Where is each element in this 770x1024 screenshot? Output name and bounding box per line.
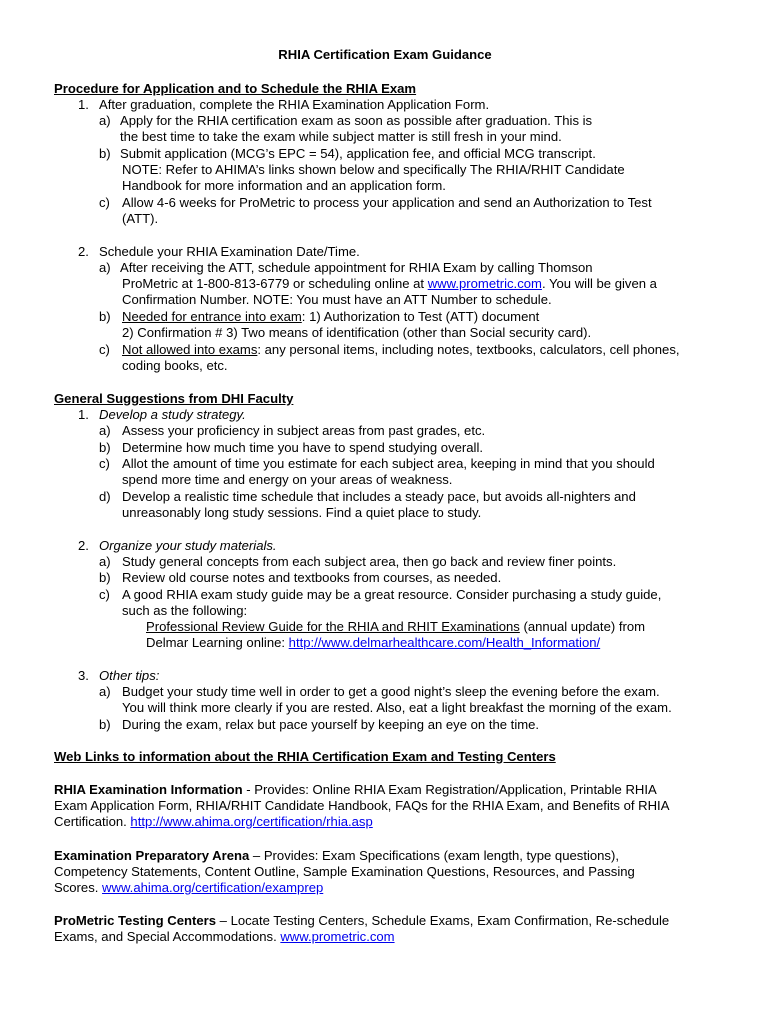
- list-number: 2.: [78, 244, 89, 259]
- text-run: Scores.: [54, 880, 103, 895]
- list-number: 1.: [78, 407, 89, 422]
- study-guide-title: Professional Review Guide for the RHIA and RHIT Examinations: [146, 619, 520, 634]
- list-item-text: Organize your study materials.: [99, 538, 277, 553]
- list-item-text: [122, 276, 657, 292]
- list-item-text: Budget your study time well in order to get a good night’s sleep the evening before the exam.: [122, 684, 660, 699]
- list-item-text: Schedule your RHIA Examination Date/Time.: [99, 244, 360, 259]
- paragraph-line: [54, 848, 619, 864]
- list-item-text: Determine how much time you have to spend studying overall.: [122, 440, 483, 455]
- block-title: Examination Preparatory Arena: [54, 848, 250, 863]
- list-item-text: Submit application (MCG’s EPC = 54), application fee, and official MCG transcript.: [120, 146, 596, 161]
- list-letter: a): [99, 113, 111, 128]
- text-run: . You will be given a: [541, 276, 657, 291]
- list-number: 2.: [78, 538, 89, 553]
- list-item-text: Assess your proficiency in subject areas from past grades, etc.: [122, 423, 486, 438]
- ahima-examprep-link[interactable]: www.ahima.org/certification/examprep: [102, 880, 324, 895]
- text-run: Certification.: [54, 814, 131, 829]
- paragraph-line: Exam Application Form, RHIA/RHIT Candidate Handbook, FAQs for the RHIA Exam, and Benefits of RHIA: [54, 798, 670, 813]
- list-item-text: Handbook for more information and an application form.: [122, 178, 446, 193]
- list-item-text: such as the following:: [122, 603, 248, 618]
- delmar-link[interactable]: http://www.delmarhealthcare.com/Health_Information/: [288, 635, 601, 650]
- list-item-text: A good RHIA exam study guide may be a great resource. Consider purchasing a study guide,: [122, 587, 662, 602]
- list-item-text: 2) Confirmation # 3) Two means of identification (other than Social security card).: [122, 325, 592, 340]
- paragraph-line: [54, 814, 373, 830]
- list-item-text: the best time to take the exam while subject matter is still fresh in your mind.: [120, 129, 562, 144]
- list-letter: b): [99, 570, 111, 585]
- text-run: : 1) Authorization to Test (ATT) document: [301, 309, 540, 324]
- list-letter: b): [99, 440, 111, 455]
- list-letter: c): [99, 587, 110, 602]
- list-item-text: After receiving the ATT, schedule appointment for RHIA Exam by calling Thomson: [120, 260, 593, 275]
- list-number: 3.: [78, 668, 89, 683]
- list-item-text: You will think more clearly if you are rested. Also, eat a light breakfast the morning of the exam.: [122, 700, 672, 715]
- list-item-text: Other tips:: [99, 668, 160, 683]
- section-heading-web-links: Web Links to information about the RHIA Certification Exam and Testing Centers: [54, 749, 556, 764]
- list-letter: a): [99, 684, 111, 699]
- text-run: : any personal items, including notes, textbooks, calculators, cell phones,: [257, 342, 680, 357]
- list-item-text: Apply for the RHIA certification exam as soon as possible after graduation. This is: [120, 113, 593, 128]
- section-heading-suggestions: General Suggestions from DHI Faculty: [54, 391, 294, 406]
- list-item-text: (ATT).: [122, 211, 159, 226]
- list-item-text: [122, 309, 539, 325]
- list-item-text: After graduation, complete the RHIA Examination Application Form.: [99, 97, 490, 112]
- page-title: RHIA Certification Exam Guidance: [278, 47, 492, 62]
- list-item-text: NOTE: Refer to AHIMA’s links shown below and specifically The RHIA/RHIT Candidate: [122, 162, 625, 177]
- paragraph-line: Competency Statements, Content Outline, Sample Examination Questions, Resources, and Passing: [54, 864, 635, 879]
- list-letter: a): [99, 260, 111, 275]
- study-guide-line: [146, 635, 600, 651]
- text-run: Delmar Learning online:: [146, 635, 289, 650]
- section-heading-procedure: Procedure for Application and to Schedule the RHIA Exam: [54, 81, 417, 96]
- text-run: – Provides: Exam Specifications (exam length, type questions),: [249, 848, 619, 863]
- prometric-link[interactable]: www.prometric.com: [427, 276, 542, 291]
- block-title: RHIA Examination Information: [54, 782, 243, 797]
- study-guide-line: [146, 619, 645, 635]
- list-letter: c): [99, 342, 110, 357]
- list-item-text: [122, 342, 680, 358]
- list-letter: b): [99, 309, 111, 324]
- paragraph-line: [54, 880, 323, 896]
- paragraph-line: [54, 782, 657, 798]
- list-item-text: Confirmation Number. NOTE: You must have an ATT Number to schedule.: [122, 292, 552, 307]
- text-run: (annual update) from: [519, 619, 646, 634]
- list-item-text: spend more time and energy on your areas of weakness.: [122, 472, 453, 487]
- text-run: Exams, and Special Accommodations.: [54, 929, 281, 944]
- text-run: ProMetric at 1-800-813-6779 or scheduling online at: [122, 276, 428, 291]
- paragraph-line: [54, 929, 395, 945]
- list-letter: a): [99, 423, 111, 438]
- list-item-text: Develop a study strategy.: [99, 407, 246, 422]
- paragraph-line: [54, 913, 669, 929]
- list-letter: d): [99, 489, 111, 504]
- list-letter: b): [99, 146, 111, 161]
- list-item-text: Develop a realistic time schedule that includes a steady pace, but avoids all-nighters and: [122, 489, 636, 504]
- list-item-text: Review old course notes and textbooks from courses, as needed.: [122, 570, 502, 585]
- list-item-text: Study general concepts from each subject area, then go back and review finer points.: [122, 554, 617, 569]
- underlined-term: Not allowed into exams: [122, 342, 258, 357]
- text-run: – Locate Testing Centers, Schedule Exams, Exam Confirmation, Re-schedule: [216, 913, 670, 928]
- ahima-rhia-link[interactable]: http://www.ahima.org/certification/rhia.asp: [130, 814, 373, 829]
- list-letter: a): [99, 554, 111, 569]
- list-item-text: coding books, etc.: [122, 358, 228, 373]
- prometric-testing-link[interactable]: www.prometric.com: [280, 929, 395, 944]
- block-title: ProMetric Testing Centers: [54, 913, 217, 928]
- list-item-text: unreasonably long study sessions. Find a quiet place to study.: [122, 505, 482, 520]
- underlined-term: Needed for entrance into exam: [122, 309, 302, 324]
- list-letter: c): [99, 195, 110, 210]
- list-item-text: Allot the amount of time you estimate for each subject area, keeping in mind that you should: [122, 456, 655, 471]
- list-item-text: Allow 4-6 weeks for ProMetric to process your application and send an Authorization to Test: [122, 195, 652, 210]
- list-item-text: During the exam, relax but pace yourself by keeping an eye on the time.: [122, 717, 540, 732]
- list-number: 1.: [78, 97, 89, 112]
- list-letter: c): [99, 456, 110, 471]
- text-run: - Provides: Online RHIA Exam Registration/Application, Printable RHIA: [242, 782, 657, 797]
- list-letter: b): [99, 717, 111, 732]
